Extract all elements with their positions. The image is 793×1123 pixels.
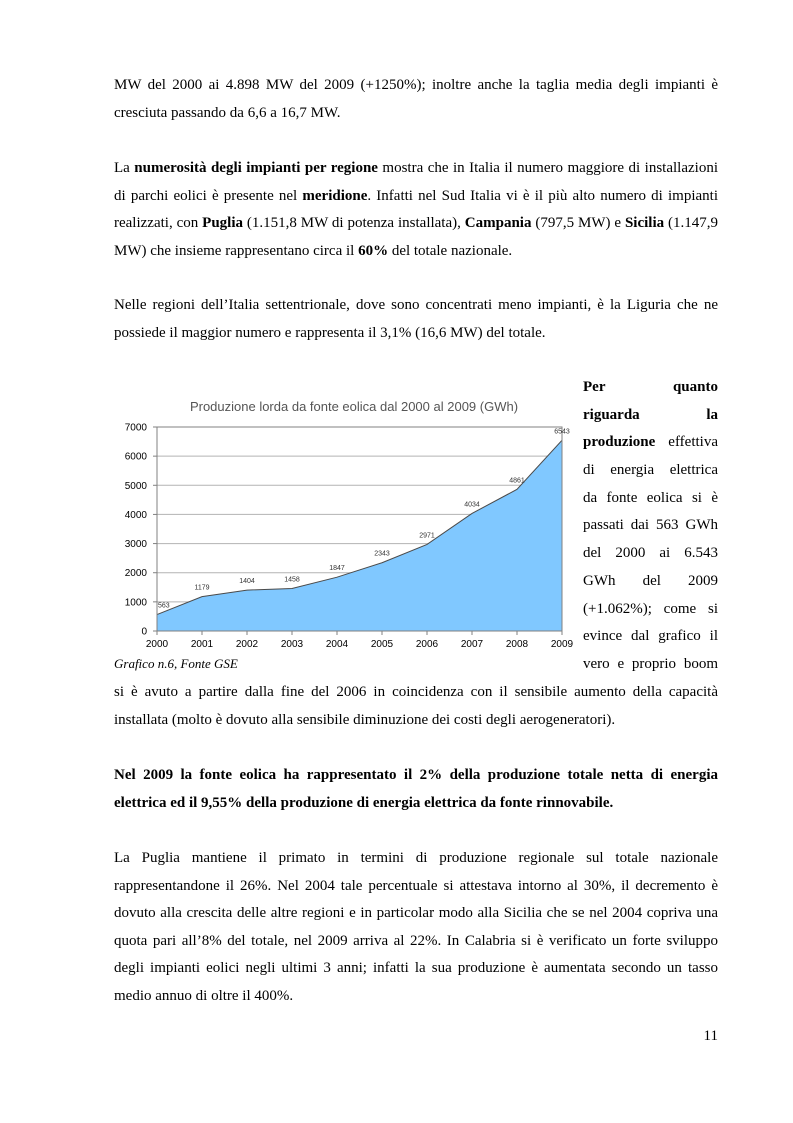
side-paragraph (583, 374, 718, 679)
x-tick-label: 2001 (190, 639, 214, 650)
side-line: di energia elettrica (583, 462, 718, 479)
production-area-chart (110, 392, 578, 657)
side-line: (+1.062%); come si (583, 600, 718, 617)
y-tick-label: 0 (141, 626, 147, 638)
side-line: GWh del 2009 (583, 572, 718, 589)
side-line: riguarda la (583, 406, 718, 423)
side-line: evince dal grafico il (583, 628, 718, 645)
y-tick-label: 4000 (124, 509, 147, 521)
paragraph-regions: La numerosità degli impianti per regione mostra che in Italia il numero maggiore di installazioni di parchi eolici è presente nel meridione. Infatti nel Sud Italia vi è il più alto numero di impianti realizzati, con Puglia (1.151,8 MW di potenza installata), Campania (797,5 MW) e Sicilia (1.147,9 MW) che insieme rappresentano circa il 60% del totale nazionale. (114, 160, 719, 259)
data-label: 1179 (194, 584, 210, 592)
chart-area-series (157, 440, 562, 631)
side-line: da fonte eolica si è (583, 489, 718, 506)
x-tick-label: 2008 (505, 639, 529, 650)
x-tick-label: 2005 (370, 639, 394, 650)
chart-caption: Grafico n.6, Fonte GSE (114, 656, 238, 671)
data-label: 1458 (284, 576, 300, 584)
y-tick-label: 2000 (124, 568, 147, 580)
paragraph-north: Nelle regioni dell’Italia settentrionale, dove sono concentrati meno impianti, è la Liguria che ne possiede il maggior numero e rappresenta il 3,1% (16,6 MW) del totale. (114, 297, 718, 341)
y-tick-label: 6000 (124, 451, 147, 463)
data-label: 4034 (464, 501, 480, 509)
data-label: 2971 (419, 532, 435, 540)
x-tick-label: 2002 (235, 639, 259, 650)
chart-title: Produzione lorda da fonte eolica dal 2000 al 2009 (GWh) (189, 399, 519, 414)
paragraph-intro: MW del 2000 ai 4.898 MW del 2009 (+1250%); inoltre anche la taglia media degli impianti è cresciuta passando da 6,6 a 16,7 MW. (114, 77, 718, 121)
y-tick-label: 5000 (124, 480, 147, 492)
paragraph-boom: si è avuto a partire dalla fine del 2006 in coincidenza con il sensibile aumento della capacità installata (molto è dovuto alla sensibile diminuzione dei costi degli aerogeneratori). (114, 684, 718, 728)
y-tick-label: 1000 (124, 597, 147, 609)
data-label: 4861 (509, 477, 525, 485)
data-label: 563 (158, 602, 170, 610)
paragraph-highlight: Nel 2009 la fonte eolica ha rappresentato il 2% della produzione totale netta di energia elettrica ed il 9,55% della produzione di energia elettrica da fonte rinnovabile. (114, 767, 718, 811)
data-label: 2343 (374, 550, 390, 558)
x-tick-label: 2004 (325, 639, 349, 650)
x-tick-label: 2006 (415, 639, 439, 650)
y-tick-label: 3000 (124, 539, 147, 551)
page-number: 11 (703, 1028, 718, 1044)
side-line: passati dai 563 GWh (583, 517, 718, 534)
data-label: 1847 (329, 565, 345, 573)
data-label: 1404 (239, 578, 255, 586)
x-tick-label: 2000 (145, 639, 169, 650)
x-tick-label: 2007 (460, 639, 484, 650)
x-tick-label: 2003 (280, 639, 304, 650)
side-line: produzione effettiva (583, 434, 718, 451)
data-label: 6543 (554, 428, 570, 436)
y-tick-label: 7000 (124, 422, 147, 434)
paragraph-puglia: La Puglia mantiene il primato in termini di produzione regionale sul totale nazionale rappresentandone il 26%. Nel 2004 tale percentuale si attestava intorno al 30%, il decremento è dovuto alla crescita delle altre regioni e in particolar modo alla Sicilia che se nel 2004 copriva una quota pari all’8% del totale, nel 2009 arriva al 22%. In Calabria si è verificato un forte sviluppo degli impianti eolici negli ultimi 3 anni; infatti la sua produzione è aumentata secondo un tasso medio annuo di oltre il 400%. (114, 850, 718, 1004)
side-line: Per quanto (583, 379, 718, 395)
x-tick-label: 2009 (550, 639, 574, 650)
side-line: vero e proprio boom (583, 655, 718, 672)
side-line: del 2000 ai 6.543 (583, 545, 718, 562)
